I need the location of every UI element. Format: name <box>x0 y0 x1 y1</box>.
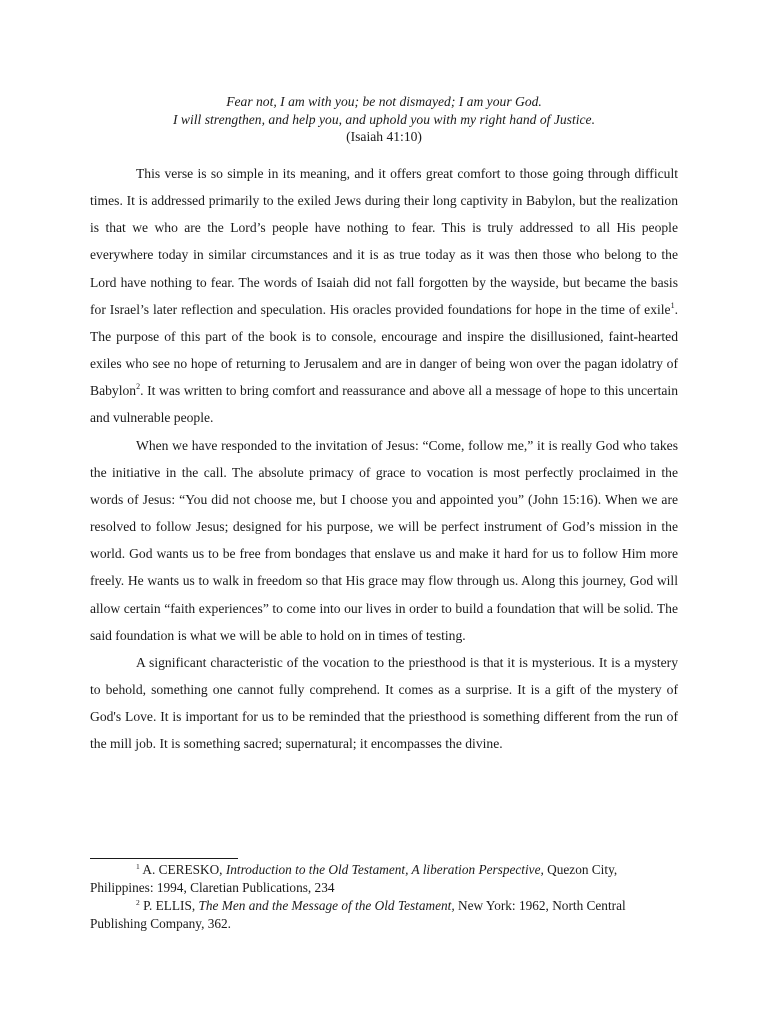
paragraph-3: A significant characteristic of the vocation to the priesthood is that it is mysterious. It is a mystery to behold, something one cannot fully comprehend. It comes as a surprise. It is a gift of the mystery of God's Love. It is important for us to be reminded that the priesthood is something different from the run of the mill job. It is something sacred; supernatural; it encompasses the divine. <box>90 654 678 752</box>
footnote-2-title: The Men and the Message of the Old Testament, <box>198 898 455 913</box>
paragraph-1-part-c: . It was written to bring comfort and reassurance and above all a message of hope to this uncertain and vulnerable people. <box>90 383 678 426</box>
epigraph-line-2: I will strengthen, and help you, and uphold you with my right hand of Justice. <box>173 111 595 127</box>
footnote-1-details: Quezon City, Philippines: 1994, Claretian Publications, 234 <box>90 862 618 895</box>
epigraph-line-1: Fear not, I am with you; be not dismayed; I am your God. <box>226 94 542 109</box>
epigraph <box>90 93 678 146</box>
paragraph-1-part-b: . The purpose of this part of the book is to console, encourage and inspire the disillusioned, faint-hearted exiles who see no hope of returning to Jerusalem and are in danger of being won over the pagan idolatry of Babylon <box>90 301 678 399</box>
paragraph-1-part-a: This verse is so simple in its meaning, and it offers great comfort to those going through difficult times. It is addressed primarily to the exiled Jews during their long captivity in Babylon, but the realization is that we who are the Lord’s people have nothing to fear. This is truly addressed to all His people everywhere today in similar circumstances and it is as true today as it was then those who belong to the Lord have nothing to fear. The words of Isaiah did not fall forgotten by the wayside, but became the basis for Israel’s later reflection and speculation. His oracles provided foundations for hope in the time of exile <box>90 166 678 317</box>
footnote-ref-2: 2 <box>136 382 141 392</box>
footnotes <box>90 861 678 933</box>
footnote-1-author: A. CERESKO, <box>139 862 226 877</box>
paragraph-1 <box>90 160 678 432</box>
footnote-ref-1: 1 <box>670 300 675 310</box>
footnote-separator <box>90 858 238 859</box>
body-text <box>90 160 678 757</box>
footnote-2-author: P. ELLIS, <box>139 898 199 913</box>
footnote-2-marker: 2 <box>136 898 140 907</box>
epigraph-reference: (Isaiah 41:10) <box>346 129 422 144</box>
footnote-2-details: New York: 1962, North Central Publishing Company, 362. <box>90 898 626 931</box>
footnote-1-marker: 1 <box>136 862 140 871</box>
paragraph-2: When we have responded to the invitation of Jesus: “Come, follow me,” it is really God who takes the initiative in the call. The absolute primacy of grace to vocation is most perfectly proclaimed in the words of Jesus: “You did not choose me, but I choose you and appointed you” (John 15:16). When we are resolved to follow Jesus; designed for his purpose, we will be perfect instrument of God’s mission in the world. God wants us to be free from bondages that enslave us and make it hard for us to follow Him more freely. He wants us to walk in freedom so that His grace may flow through us. Along this journey, God will allow certain “faith experiences” to come into our lives in order to build a foundation that will be solid. The said foundation is what we will be able to hold on in times of testing. <box>90 437 678 643</box>
footnote-1 <box>90 861 678 897</box>
footnote-1-title: Introduction to the Old Testament, A liberation Perspective, <box>225 862 544 877</box>
footnote-2 <box>90 897 678 933</box>
